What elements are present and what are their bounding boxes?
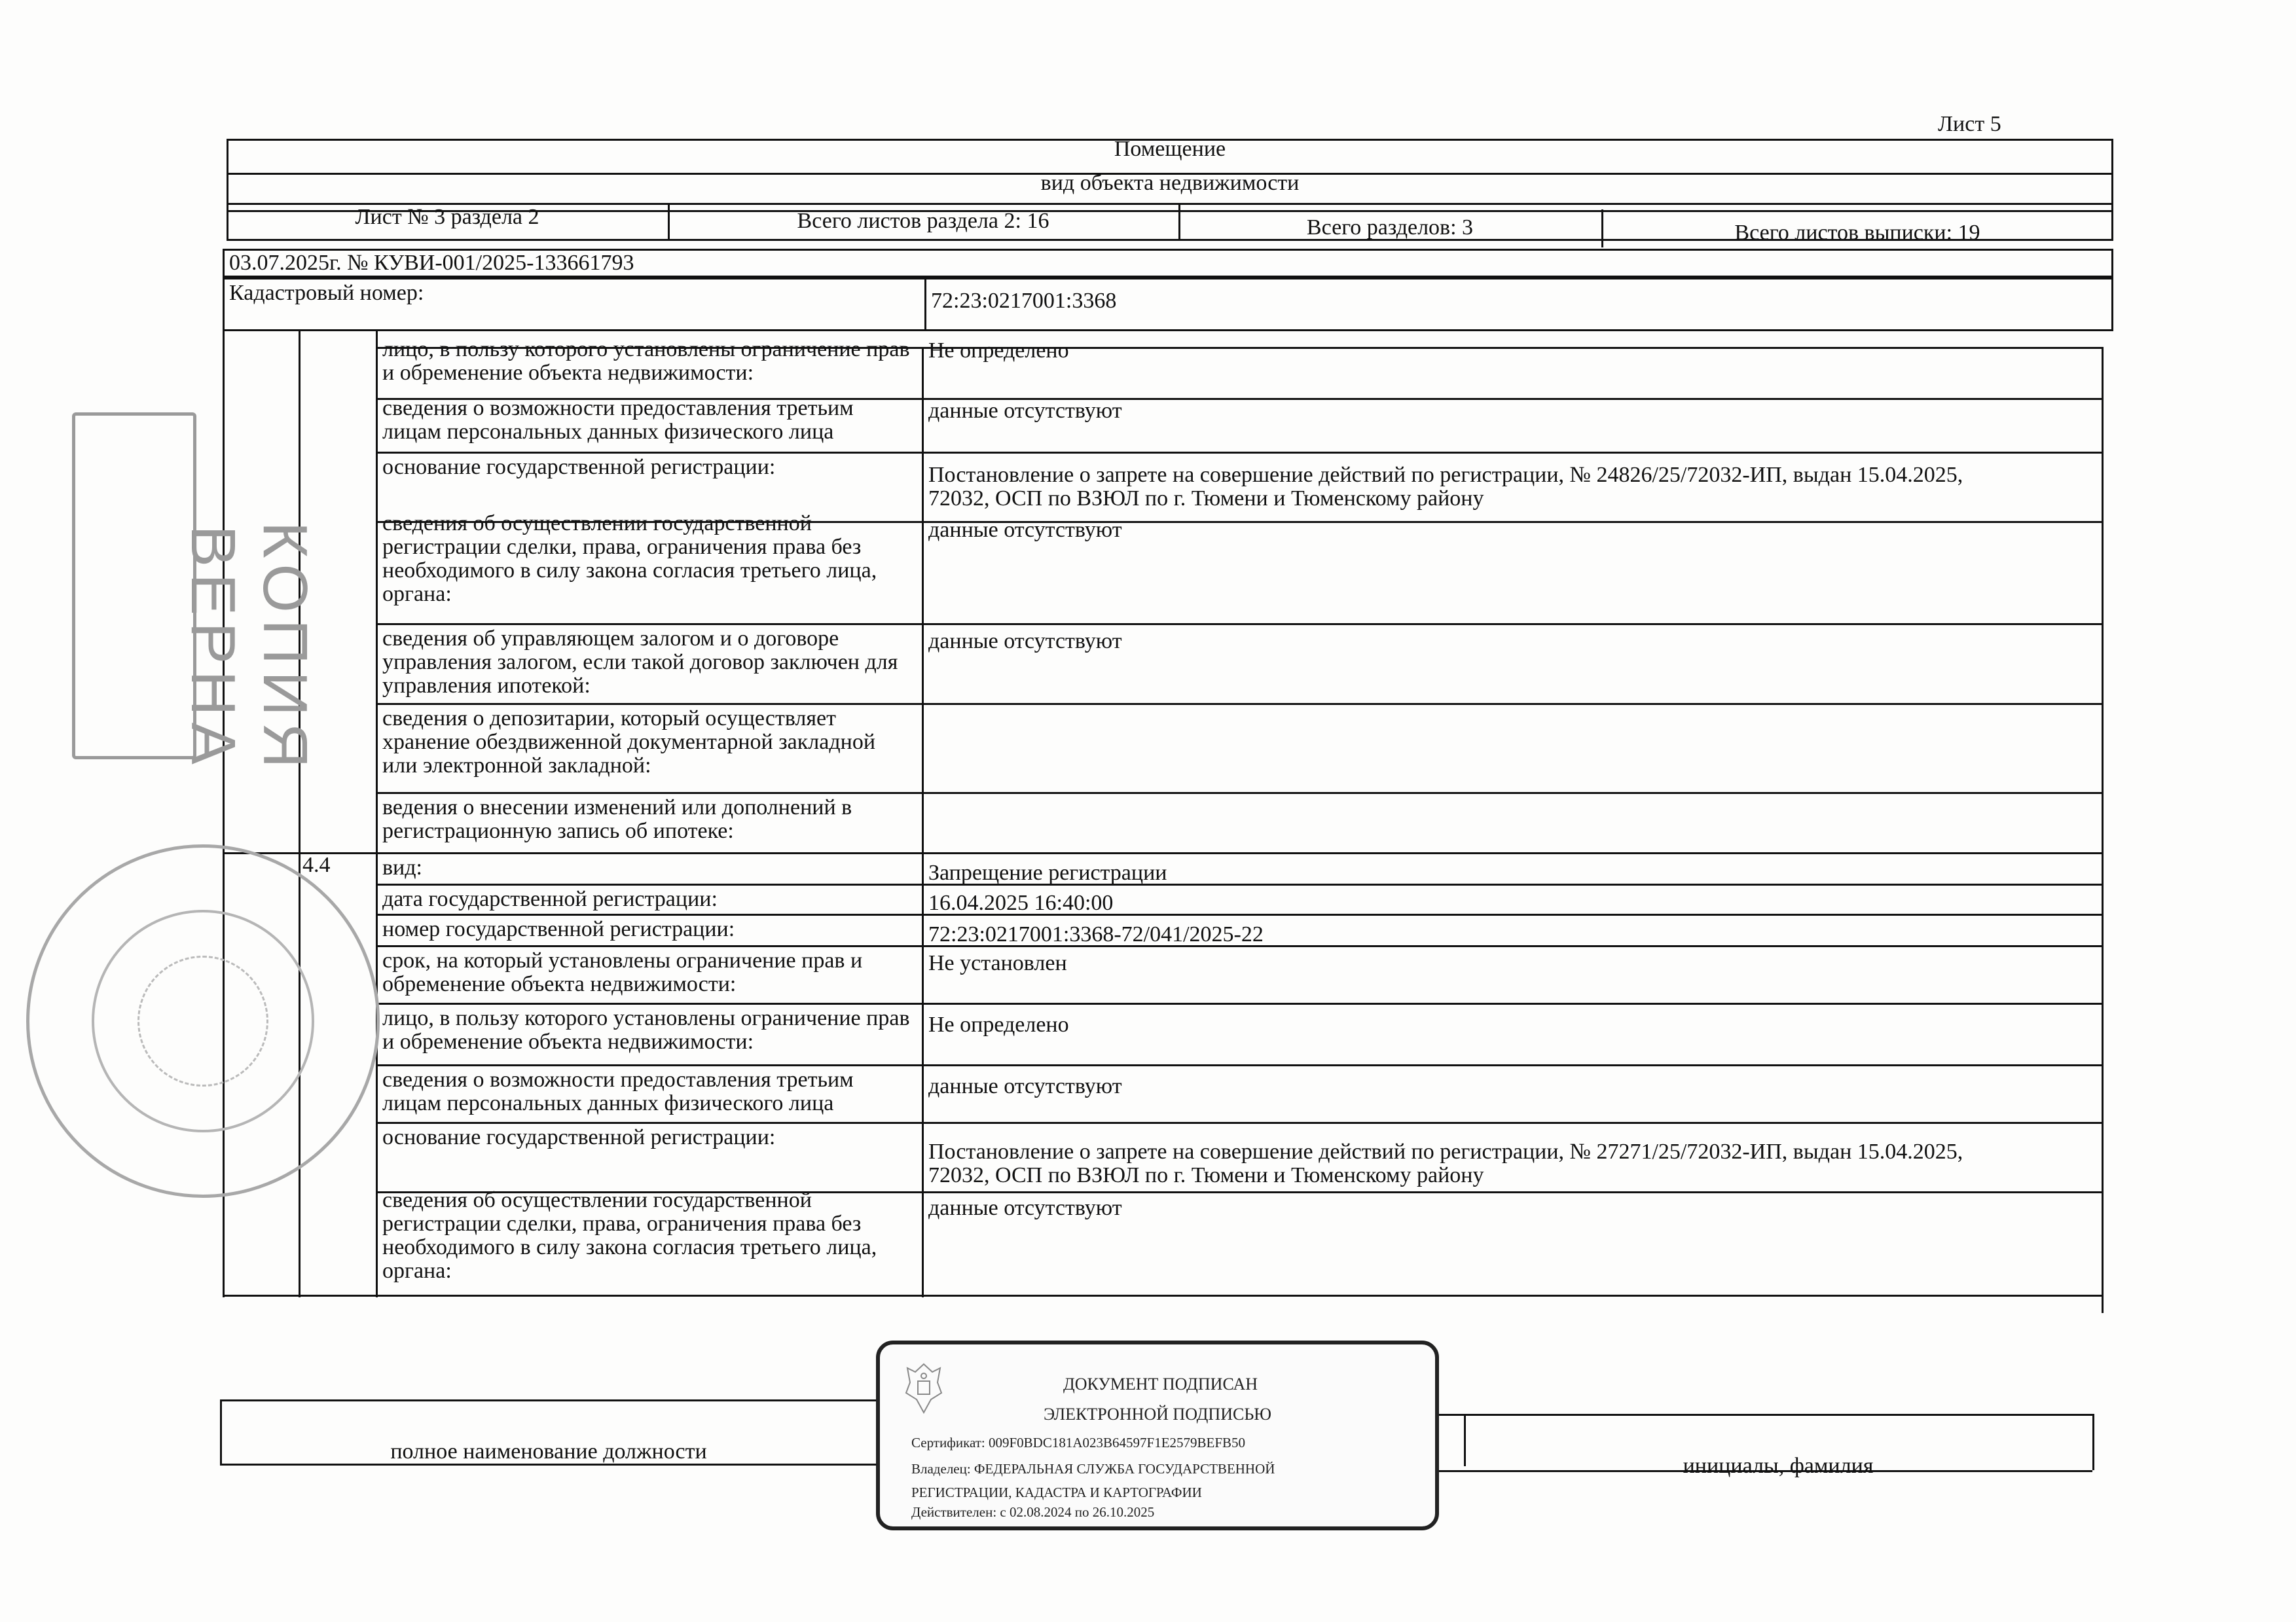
- row-label: вид:: [382, 856, 422, 880]
- object-type-caption: вид объекта недвижимости: [1040, 171, 1300, 195]
- cadastral-label: Кадастровый номер:: [229, 281, 424, 305]
- row-value: 72:23:0217001:3368-72/041/2025-22: [928, 922, 1264, 945]
- row-value: Запрещение регистрации: [928, 861, 1167, 884]
- row-label: сведения об осуществлении государственной регистрации сделки, права, ограничения права без необходимого в силу закона согласия третьего лица, органа:: [382, 511, 877, 606]
- row-label: дата государственной регистрации:: [382, 887, 718, 911]
- name-caption: инициалы, фамилия: [1683, 1454, 1874, 1478]
- signature-certificate: Сертификат: 009F0BDC181A023B64597F1E2579BEFB50: [911, 1435, 1246, 1451]
- row-label: основание государственной регистрации:: [382, 455, 776, 479]
- row-value: [922, 792, 2102, 852]
- row-value: 16.04.2025 16:40:00: [928, 891, 1114, 914]
- signature-title-1: ДОКУМЕНТ ПОДПИСАН: [1063, 1375, 1258, 1394]
- signature-owner-2: РЕГИСТРАЦИИ, КАДАСТРА И КАРТОГРАФИИ: [911, 1485, 1202, 1500]
- row-label: сведения о депозитарии, который осуществляет хранение обездвиженной документарной закладной или электронной закладной:: [382, 706, 876, 778]
- total-sheets-section: Всего листов раздела 2: 16: [797, 209, 1049, 233]
- electronic-signature-box: [876, 1341, 1439, 1530]
- row-value: Не определено: [928, 338, 1069, 363]
- object-name: Помещение: [1114, 137, 1226, 161]
- row-value: данные отсутствуют: [928, 518, 1122, 542]
- footer-top-line: [220, 1399, 877, 1401]
- sheet-number: Лист № 3 раздела 2: [355, 205, 539, 229]
- extract-date-number: 03.07.2025г. № КУВИ-001/2025-133661793: [229, 251, 634, 275]
- round-seal-emblem: [137, 956, 268, 1087]
- cadastral-row: [223, 278, 2113, 331]
- row-value: Не определено: [928, 1013, 1069, 1037]
- sheet-label: Лист 5: [1938, 112, 2001, 136]
- row-label: срок, на который установлены ограничение прав и обременение объекта недвижимости:: [382, 948, 863, 996]
- total-sections: Всего разделов: 3: [1306, 215, 1474, 240]
- section-number: 4.4: [302, 853, 331, 877]
- row-value: [922, 703, 2102, 792]
- total-sheets-extract: Всего листов выписки: 19: [1734, 221, 1980, 245]
- signature-validity: Действителен: с 02.08.2024 по 26.10.2025: [911, 1504, 1155, 1520]
- row-label: сведения об осуществлении государственной регистрации сделки, права, ограничения права без необходимого в силу закона согласия третьего лица, органа:: [382, 1188, 877, 1283]
- row-value: Не установлен: [928, 951, 1067, 975]
- table-right-border: [2102, 347, 2104, 1313]
- row-label: ведения о внесении изменений или дополнений в регистрационную запись об ипотеке:: [382, 795, 852, 843]
- row-value: данные отсутствуют: [928, 629, 1122, 653]
- signature-owner-1: Владелец: ФЕДЕРАЛЬНАЯ СЛУЖБА ГОСУДАРСТВЕННОЙ: [911, 1461, 1275, 1477]
- row-value: Постановление о запрете на совершение действий по регистрации, № 27271/25/72032-ИП, выдан 15.04.2025, 72032, ОСП по ВЗЮЛ по г. Тюмени и Тюменскому району: [928, 1140, 1963, 1187]
- copy-certified-stamp-text: КОПИЯ ВЕРНА: [178, 521, 320, 775]
- cadastral-value: 72:23:0217001:3368: [931, 289, 1117, 313]
- row-label: номер государственной регистрации:: [382, 917, 735, 941]
- row-label: сведения о возможности предоставления третьим лицам персональных данных физического лица: [382, 1068, 854, 1115]
- row-label: лицо, в пользу которого установлены ограничение прав и обременение объекта недвижимости:: [382, 1006, 910, 1054]
- emblem-icon: [901, 1359, 947, 1418]
- row-label: лицо, в пользу которого установлены ограничение прав и обременение объекта недвижимости:: [382, 337, 910, 385]
- row-value: Постановление о запрете на совершение действий по регистрации, № 24826/25/72032-ИП, выдан 15.04.2025, 72032, ОСП по ВЗЮЛ по г. Тюмени и Тюменскому району: [928, 463, 1963, 511]
- row-label: сведения об управляющем залогом и о договоре управления залогом, если такой договор заключен для управления ипотекой:: [382, 626, 898, 698]
- row-label: основание государственной регистрации:: [382, 1125, 776, 1149]
- position-caption: полное наименование должности: [390, 1439, 707, 1464]
- row-value: данные отсутствуют: [928, 1196, 1122, 1220]
- signature-title-2: ЭЛЕКТРОННОЙ ПОДПИСЬЮ: [1044, 1405, 1271, 1424]
- row-value: данные отсутствуют: [928, 399, 1122, 423]
- row-value: данные отсутствуют: [928, 1074, 1122, 1098]
- row-label: сведения о возможности предоставления третьим лицам персональных данных физического лица: [382, 396, 854, 444]
